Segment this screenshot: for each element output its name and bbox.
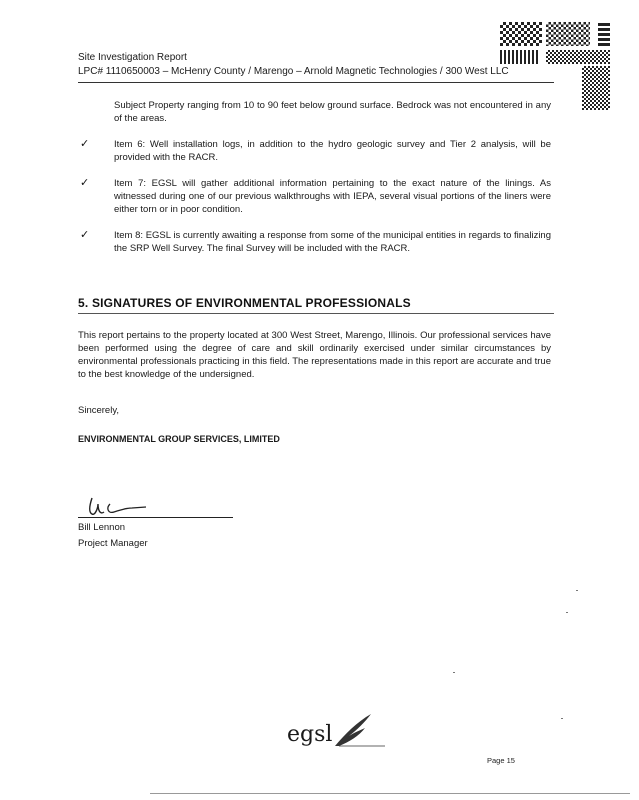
qr-code-fragment [546, 50, 610, 64]
check-icon: ✓ [80, 177, 90, 189]
company-name: ENVIRONMENTAL GROUP SERVICES, LIMITED [78, 434, 280, 444]
scan-speck [576, 590, 578, 591]
section-paragraph: This report pertains to the property located at 300 West Street, Marengo, Illinois. Our professional services have been performed using the degree of care and skill ordinarily exercised under similar circumstances by environmental professionals practicing in this field. The representations made in this report are accurate and true to the best knowledge of the undersigned. [78, 330, 551, 380]
page-number: Page 15 [487, 756, 515, 765]
check-icon: ✓ [80, 138, 90, 150]
closing-salutation: Sincerely, [78, 405, 120, 416]
qr-code-fragment [582, 66, 610, 110]
footer-rule [150, 793, 630, 794]
continued-paragraph: Subject Property ranging from 10 to 90 feet below ground surface. Bedrock was not encountered in any of the areas. [114, 100, 551, 124]
signatory-title: Project Manager [78, 538, 148, 549]
report-header [78, 51, 538, 79]
signatory-name: Bill Lennon [78, 522, 126, 533]
qr-code-fragment [500, 22, 542, 46]
header-divider [78, 82, 554, 83]
scan-speck [566, 612, 568, 613]
scan-speck [453, 672, 455, 673]
section-divider [78, 313, 554, 314]
list-item-text: Item 8: EGSL is currently awaiting a response from some of the municipal entities in regards to finalizing the SRP Well Survey. The final Survey will be included with the RACR. [114, 230, 551, 254]
list-item-text: Item 7: EGSL will gather additional information pertaining to the exact nature of the linings. As witnessed during one of our previous walkthroughs with IEPA, several visual portions of the liners were either torn or in poor condition. [114, 178, 551, 215]
qr-code-fragment [598, 22, 610, 46]
scan-speck [561, 718, 563, 719]
signature-line [78, 517, 233, 518]
header-title: Site Investigation Report [78, 52, 187, 63]
section-heading: 5. SIGNATURES OF ENVIRONMENTAL PROFESSIONALS [78, 296, 411, 310]
check-icon: ✓ [80, 229, 90, 241]
list-item-text: Item 6: Well installation logs, in addition to the hydro geologic survey and Tier 2 analysis, will be provided with the RACR. [114, 139, 551, 163]
company-logo [287, 712, 387, 756]
qr-code-fragment [546, 22, 590, 46]
header-subtitle: LPC# 1110650003 – McHenry County / Marengo – Arnold Magnetic Technologies / 300 West LLC [78, 66, 509, 77]
logo-text: egsl [287, 722, 333, 747]
feather-icon [331, 712, 387, 748]
